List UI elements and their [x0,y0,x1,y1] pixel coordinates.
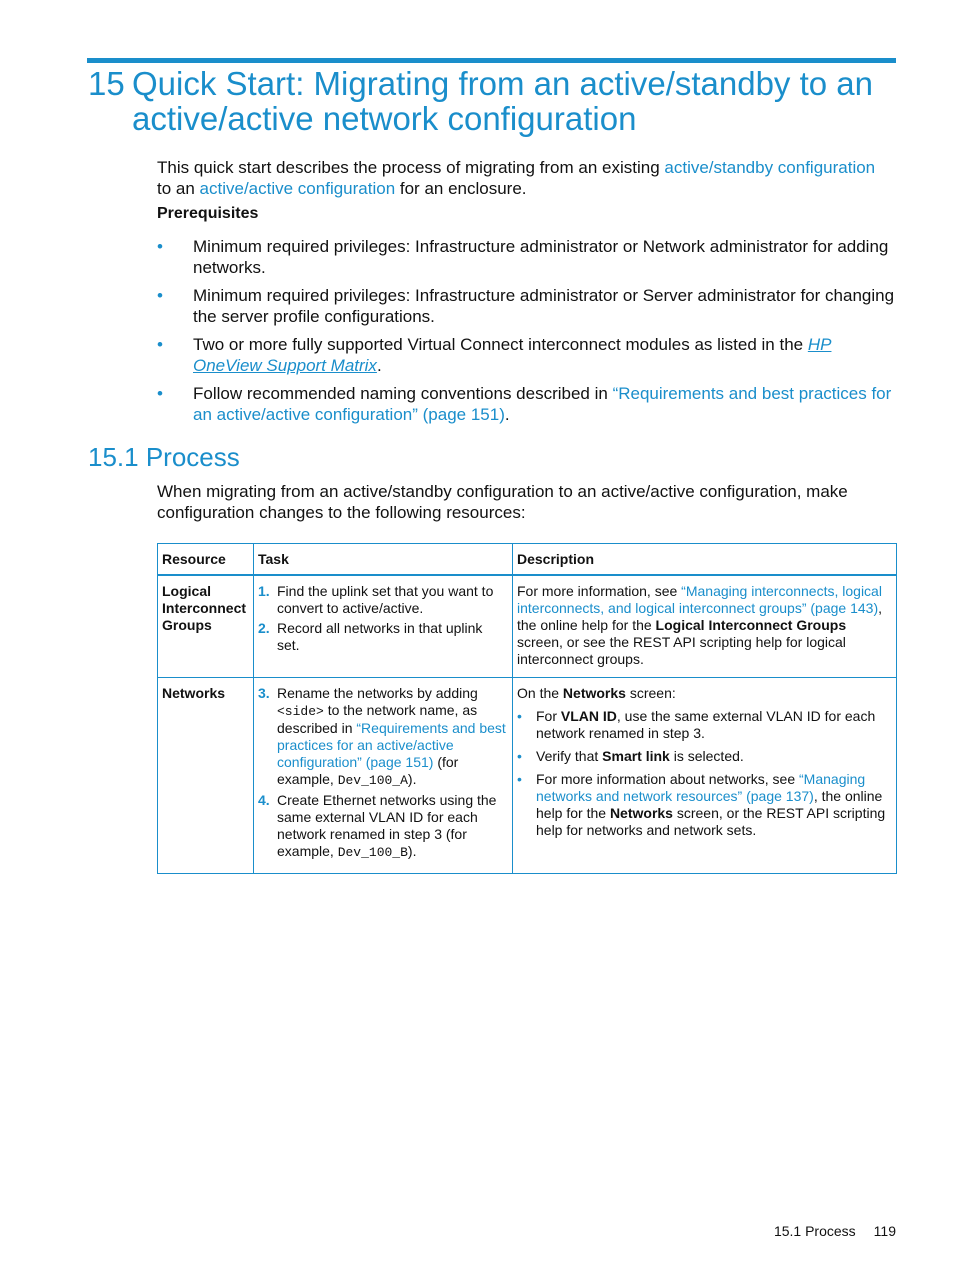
code-text: Dev_100_A [337,773,408,788]
code-text: <side> [277,704,324,719]
page-number: 119 [873,1223,896,1239]
desc-bold: Networks [609,805,673,821]
list-item [157,334,899,376]
desc-text: On the [517,685,563,701]
support-matrix-link[interactable]: HP OneView Support Matrix [193,335,832,375]
prereq-text: . [376,356,382,375]
requirements-link[interactable]: “Requirements and best practices for an active/active configuration” (page 151) [193,384,892,424]
header-task: Task [254,544,513,576]
step-number: 3. [258,685,270,701]
step-number: 4. [258,792,270,808]
managing-networks-link[interactable]: “Managing networks and network resources” (page 137) [536,771,866,804]
task-cell [254,678,513,874]
task-steps [258,583,508,654]
table-row [158,575,897,678]
section-intro: When migrating from an active/standby configuration to an active/active configuration, make configuration changes to the following resources: [157,482,848,522]
resource-cell: Networks [158,678,254,874]
description-cell [513,678,897,874]
prereq-text: . [504,405,510,424]
intro-text-1: This quick start describes the process of migrating from an existing [157,158,665,177]
prerequisites-list [157,236,899,432]
desc-bold: VLAN ID [560,708,617,724]
bullet-icon: • [157,384,163,403]
description-cell [513,575,897,678]
step-text: ). [407,843,417,859]
desc-text: For [536,708,561,724]
step-item [258,792,508,861]
prerequisites-heading: Prerequisites [157,205,259,222]
header-description: Description [513,544,897,576]
footer-section: 15.1 Process [773,1223,856,1239]
bullet-icon: • [517,748,522,764]
desc-text: , the online help for the [536,788,883,821]
active-standby-link[interactable]: active/standby configuration [664,158,876,177]
prereq-text: Minimum required privileges: Infrastructure administrator or Server administrator for changing the server profile configurations. [193,286,895,326]
bullet-icon: • [157,237,163,256]
task-cell [254,575,513,678]
desc-bold: Logical Interconnect Groups [655,617,847,633]
desc-text: , use the same external VLAN ID for each network renamed in step 3. [536,708,876,741]
intro-paragraph [157,157,897,199]
list-item [517,708,892,742]
step-text: Create Ethernet networks using the same external VLAN ID for each network renamed in step 3 (for example, [277,792,497,859]
desc-text: screen: [625,685,676,701]
step-number: 1. [258,583,270,599]
task-steps [258,685,508,861]
code-text: Dev_100_B [337,845,408,860]
bullet-icon: • [157,335,163,354]
step-text: (for example, [277,754,459,787]
prereq-text: Two or more fully supported Virtual Connect interconnect modules as listed in the [193,335,808,354]
table-header-row [158,544,897,576]
desc-bold: Networks [562,685,626,701]
page-footer [756,1223,896,1239]
intro-text-2: to an [157,179,200,198]
chapter-title-line1: Quick Start: Migrating from an active/standby to an [132,65,874,102]
step-item [258,583,508,617]
bullet-icon: • [517,771,522,787]
step-text: Record all networks in that uplink set. [277,620,483,653]
desc-text: screen, or the REST API scripting help for networks and network sets. [536,805,886,838]
bullet-icon: • [157,286,163,305]
list-item [157,383,899,425]
step-text: Find the uplink set that you want to convert to active/active. [277,583,494,616]
prereq-text: Follow recommended naming conventions described in [193,384,613,403]
managing-interconnects-link[interactable]: “Managing interconnects, logical interconnects, and logical interconnect groups” (page 143) [517,583,882,616]
header-resource: Resource [158,544,254,576]
step-text: to the network name, as described in [277,702,478,736]
list-item [517,748,892,765]
step-item [258,685,508,789]
section-number: 15.1 [88,442,139,472]
chapter-number: 15 [88,65,125,102]
prereq-text: Minimum required privileges: Infrastructure administrator or Network administrator for adding networks. [193,237,889,277]
list-item [517,771,892,839]
desc-text: screen, or see the REST API scripting help for logical interconnect groups. [517,634,846,667]
desc-text: is selected. [669,748,744,764]
intro-text-3: for an enclosure. [395,179,527,198]
chapter-title [88,66,898,136]
chapter-title-line2: active/active network configuration [132,100,637,137]
table-row [158,678,897,874]
bullet-icon: • [517,708,522,724]
desc-bold: Smart link [602,748,670,764]
section-title-text: Process [145,442,240,472]
step-text: ). [407,771,417,787]
step-text: Rename the networks by adding [277,685,478,701]
desc-text: , the online help for the [517,600,882,633]
desc-text: Verify that [536,748,603,764]
resource-cell: Logical Interconnect Groups [158,575,254,678]
list-item [157,236,899,278]
step-number: 2. [258,620,270,636]
requirements-link[interactable]: “Requirements and best practices for an active/active configuration” (page 151) [277,720,506,770]
resource-table [157,543,897,874]
list-item [157,285,899,327]
chapter-rule [87,58,896,63]
step-item [258,620,508,654]
desc-text: For more information about networks, see [536,771,800,787]
desc-intro [517,685,892,702]
active-active-link[interactable]: active/active configuration [199,179,396,198]
desc-list [517,708,892,839]
desc-text: For more information, see [517,583,682,599]
section-title [88,442,240,473]
